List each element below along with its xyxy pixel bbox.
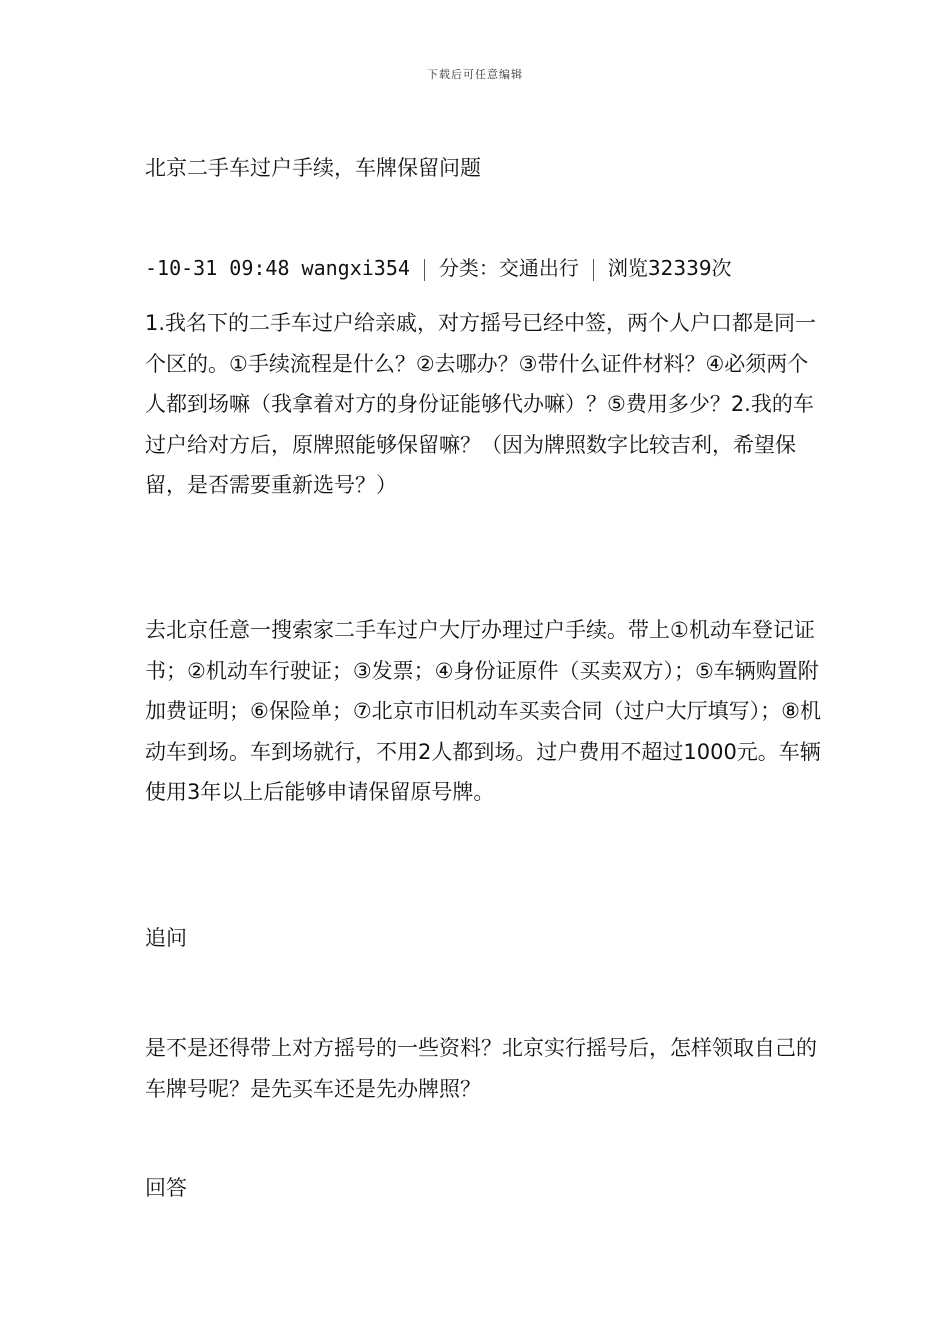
post-meta <box>145 248 825 289</box>
post-datetime: -10-31 09:48 <box>145 256 290 280</box>
post-views: 浏览32339次 <box>607 256 732 280</box>
post-author: wangxi354 <box>301 256 410 280</box>
question-text: 1.我名下的二手车过户给亲戚，对方摇号已经中签，两个人户口都是同一个区的。①手续流程是什么？②去哪办？③带什么证件材料？④必须两个人都到场嘛（我拿着对方的身份证能够代办嘛）？⑤费用多少？2.我的车过户给对方后，原牌照能够保留嘛？（因为牌照数字比较吉利，希望保留，是否需要重新选号？） <box>145 311 817 497</box>
followup-text: 是不是还得带上对方摇号的一些资料？北京实行摇号后，怎样领取自己的车牌号呢？是先买车还是先办牌照？ <box>145 1036 817 1101</box>
answer-text: 去北京任意一搜索家二手车过户大厅办理过户手续。带上①机动车登记证书；②机动车行驶证；③发票；④身份证原件（买卖双方）；⑤车辆购置附加费证明；⑥保险单；⑦北京市旧机动车买卖合同（过户大厅填写）；⑧机动车到场。车到场就行，不用2人都到场。过户费用不超过1000元。车辆使用3年以上后能够申请保留原号牌。 <box>145 618 821 804</box>
post-category: 分类：交通出行 <box>438 256 579 280</box>
meta-divider <box>593 259 594 281</box>
document-title: 北京二手车过户手续，车牌保留问题 <box>145 156 481 180</box>
answer-label: 回答 <box>145 1176 187 1200</box>
followup-label: 追问 <box>145 926 187 950</box>
meta-divider <box>424 259 425 281</box>
page-header-note: 下载后可任意编辑 <box>427 68 523 81</box>
